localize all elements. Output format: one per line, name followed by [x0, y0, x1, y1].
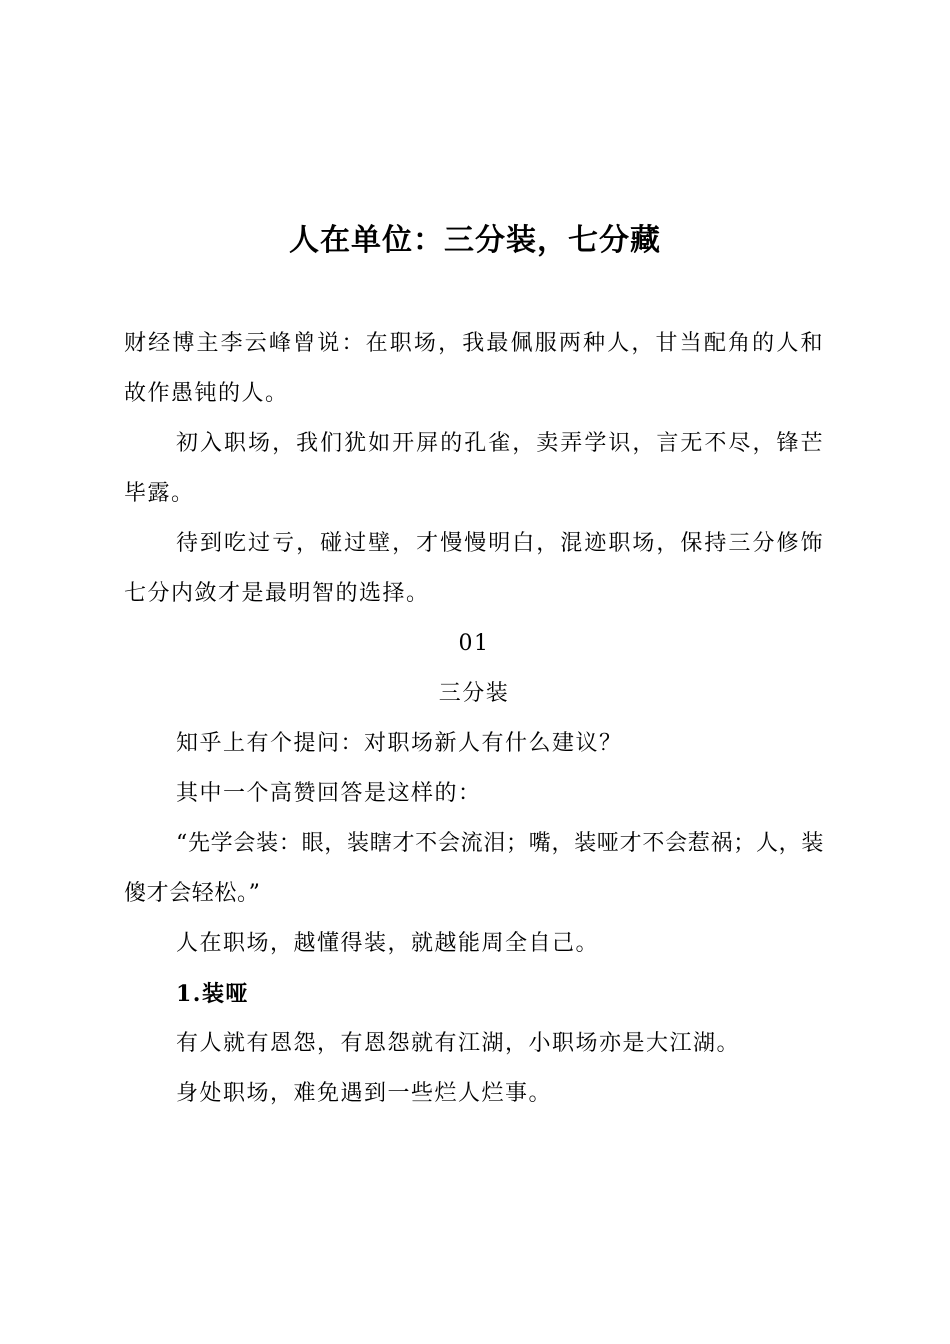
paragraph: 待到吃过亏，碰过壁，才慢慢明白，混迹职场，保持三分修饰七分内敛才是最明智的选择。 [124, 531, 824, 606]
quote-paragraph: “先学会装：眼，装瞎才不会流泪；嘴，装哑才不会惹祸；人，装傻才会轻松。” [124, 831, 824, 906]
document-title: 人在单位：三分装，七分藏 [289, 223, 661, 258]
subheading: 1.装哑 [176, 981, 249, 1007]
paragraph: 有人就有恩怨，有恩怨就有江湖，小职场亦是大江湖。 [176, 1031, 741, 1056]
paragraph: 身处职场，难免遇到一些烂人烂事。 [176, 1081, 553, 1106]
paragraph: 初入职场，我们犹如开屏的孔雀，卖弄学识，言无不尽，锋芒毕露。 [124, 431, 824, 506]
paragraph: 财经博主李云峰曾说：在职场，我最佩服两种人，甘当配角的人和故作愚钝的人。 [124, 331, 824, 406]
section-title: 三分装 [438, 681, 510, 706]
section-number: 01 [458, 631, 490, 656]
document-body [124, 319, 824, 1119]
paragraph: 其中一个高赞回答是这样的： [176, 781, 482, 806]
paragraph: 知乎上有个提问：对职场新人有什么建议？ [176, 731, 623, 756]
paragraph: 人在职场，越懂得装，就越能周全自己。 [176, 931, 600, 956]
